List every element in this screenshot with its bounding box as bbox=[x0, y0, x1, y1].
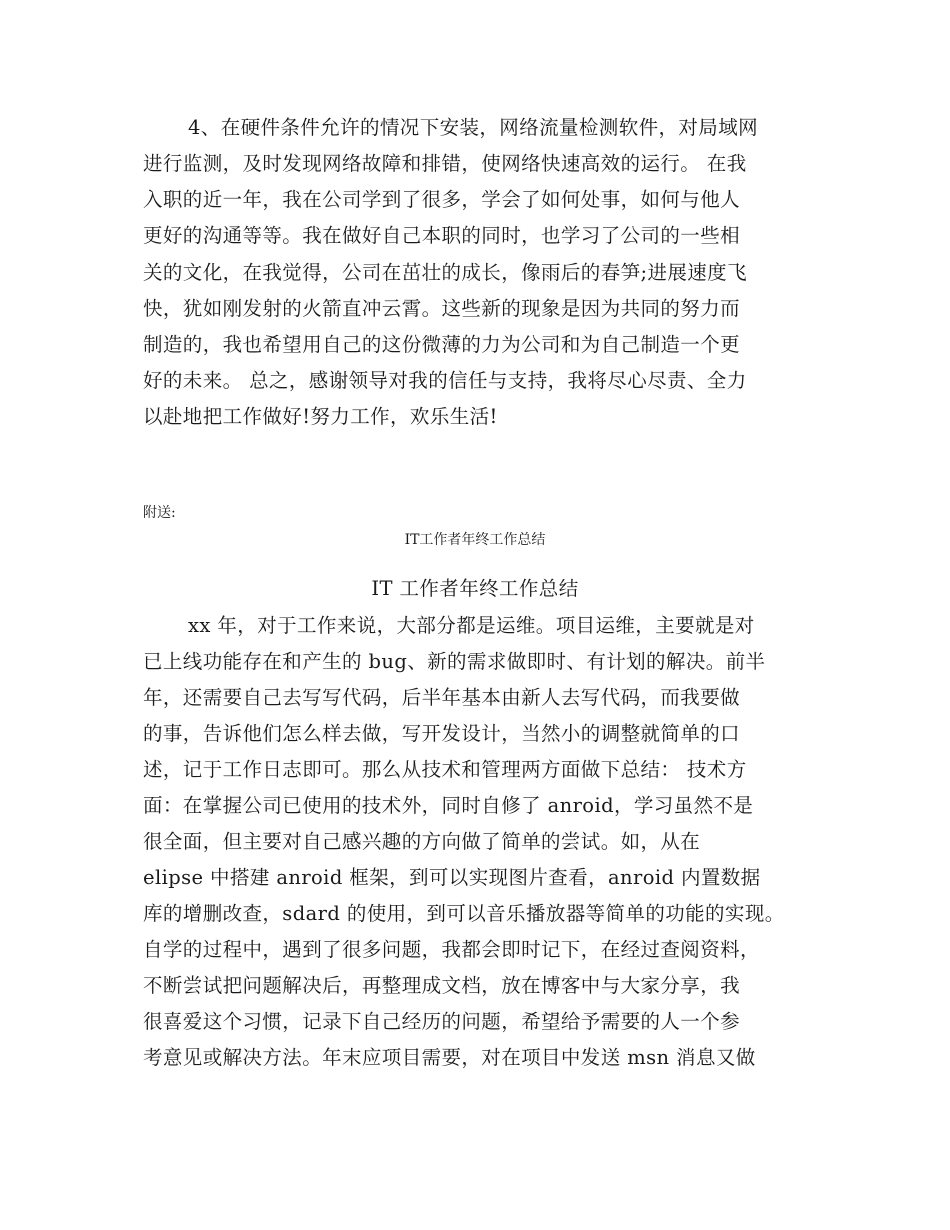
text-line: 很喜爱这个习惯，记录下自己经历的问题，希望给予需要的人一个参 bbox=[143, 1010, 741, 1033]
text-line: 很全面，但主要对自己感兴趣的方向做了简单的尝试。如，从在 bbox=[143, 830, 701, 853]
text-line: xx 年，对于工作来说，大部分都是运维。项目运维，主要就是对 bbox=[188, 614, 755, 637]
text-line: 制造的，我也希望用自己的这份微薄的力为公司和为自己制造一个更 bbox=[143, 333, 741, 356]
attachment-label: 附送: bbox=[143, 505, 176, 521]
text-line: 已上线功能存在和产生的 bug、新的需求做即时、有计划的解决。前半 bbox=[143, 650, 766, 673]
document-title: IT 工作者年终工作总结 bbox=[371, 577, 579, 600]
text-line: 述，记于工作日志即可。那么从技术和管理两方面做下总结： 技术方 bbox=[143, 758, 747, 781]
text-line: 面：在掌握公司已使用的技术外，同时自修了 anroid，学习虽然不是 bbox=[143, 794, 754, 817]
text-line: 的事，告诉他们怎么样去做，写开发设计，当然小的调整就简单的口 bbox=[143, 722, 741, 745]
text-line: 更好的沟通等等。我在做好自己本职的同时，也学习了公司的一些相 bbox=[143, 224, 741, 247]
text-line: 以赴地把工作做好!努力工作，欢乐生活! bbox=[143, 405, 498, 428]
text-line: 入职的近一年，我在公司学到了很多，学会了如何处事，如何与他人 bbox=[143, 188, 741, 211]
text-line: 考意见或解决方法。年末应项目需要，对在项目中发送 msn 消息又做 bbox=[143, 1046, 756, 1069]
text-line: 好的未来。 总之，感谢领导对我的信任与支持，我将尽心尽责、全力 bbox=[143, 369, 747, 392]
text-line: 年，还需要自己去写写代码，后半年基本由新人去写代码，而我要做 bbox=[143, 686, 741, 709]
text-line: 快，犹如刚发射的火箭直冲云霄。这些新的现象是因为共同的努力而 bbox=[143, 297, 741, 320]
text-line: 关的文化，在我觉得，公司在茁壮的成长，像雨后的春笋;进展速度飞 bbox=[143, 261, 747, 284]
text-line: 不断尝试把问题解决后，再整理成文档，放在博客中与大家分享，我 bbox=[143, 974, 741, 997]
text-line: 自学的过程中，遇到了很多问题，我都会即时记下，在经过查阅资料， bbox=[143, 938, 760, 961]
text-line: 库的增删改查，sdard 的使用，到可以音乐播放器等简单的功能的实现。 bbox=[143, 902, 785, 925]
text-line: 进行监测，及时发现网络故障和排错，使网络快速高效的运行。 在我 bbox=[143, 152, 747, 175]
text-line: elipse 中搭建 anroid 框架，到可以实现图片查看，anroid 内置数据 bbox=[143, 866, 761, 889]
text-line: 4、在硬件条件允许的情况下安装，网络流量检测软件，对局域网 bbox=[188, 116, 759, 139]
small-title: IT工作者年终工作总结 bbox=[404, 532, 546, 548]
